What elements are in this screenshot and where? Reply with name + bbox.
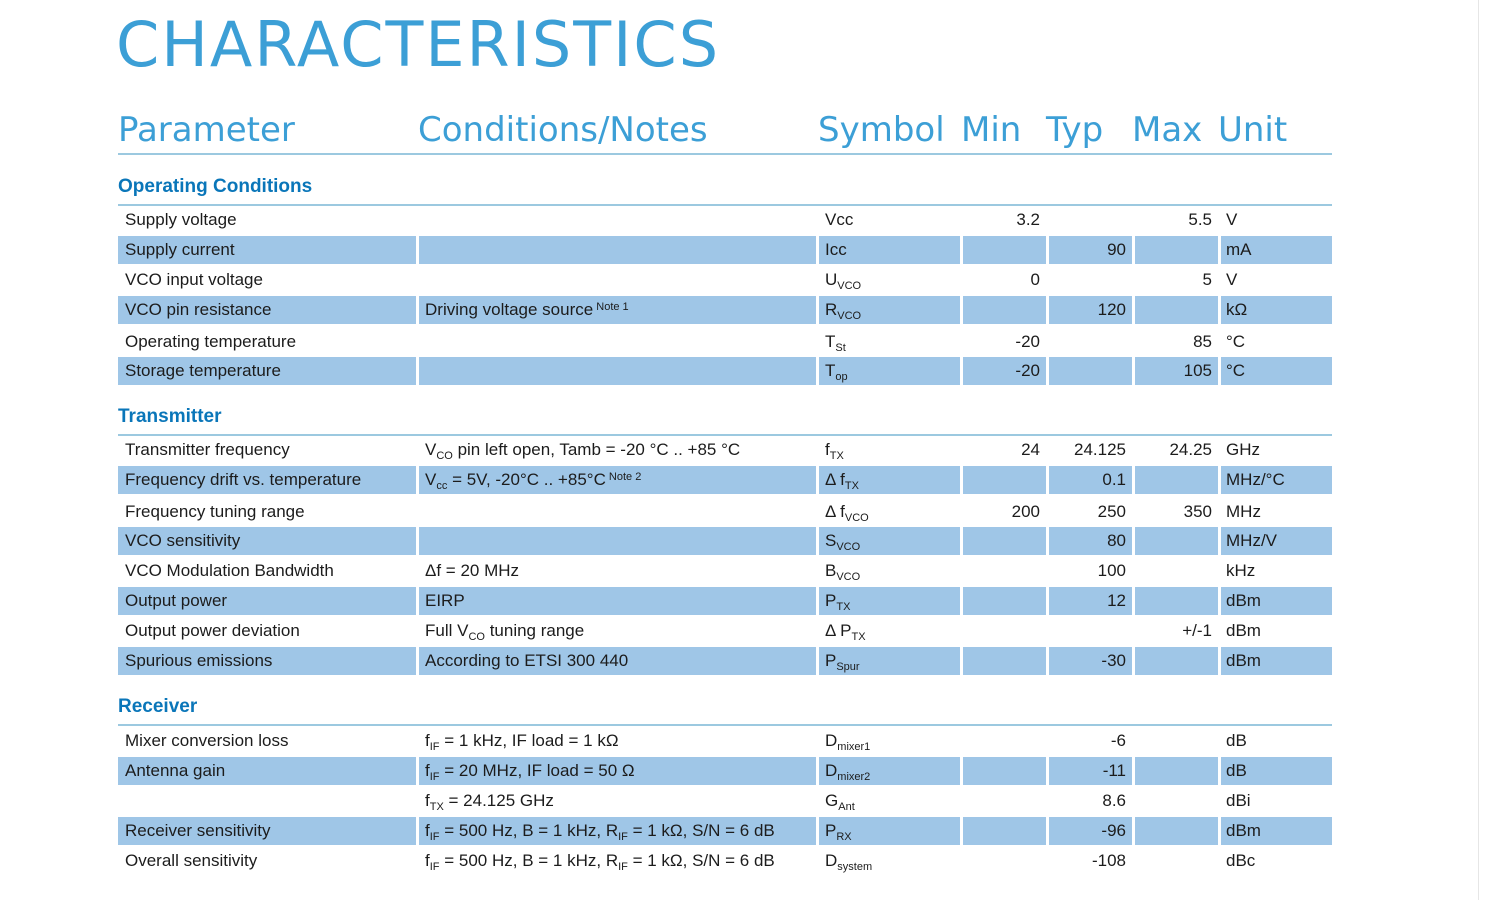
cell-typ: [1049, 206, 1132, 234]
cell-max: 350: [1183, 502, 1212, 521]
symbol-text: U: [825, 270, 838, 289]
cell-parameter: Output power deviation: [125, 621, 300, 640]
condition-subscript: IF: [618, 861, 628, 873]
table-row: [118, 847, 1332, 875]
cell-typ: 8.6: [1102, 791, 1126, 810]
cell-max: [1135, 757, 1218, 785]
cell-parameter: VCO input voltage: [125, 270, 263, 289]
table-row: [118, 206, 1332, 234]
symbol-text: P: [825, 591, 837, 610]
table-row: [118, 817, 1332, 845]
cell-conditions: [419, 527, 816, 555]
cell-parameter: Supply current: [118, 236, 416, 264]
cell-typ: 80: [1049, 527, 1132, 555]
cell-symbol: [819, 236, 960, 264]
symbol-subscript: Ant: [838, 801, 855, 813]
cell-unit: mA: [1221, 236, 1332, 264]
condition-subscript: IF: [618, 831, 628, 843]
cell-symbol: [819, 847, 960, 875]
symbol-subscript: Spur: [836, 661, 860, 673]
condition-text: = 24.125 GHz: [443, 791, 554, 810]
page-title: CHARACTERISTICS: [116, 8, 721, 81]
condition-subscript: IF: [429, 831, 440, 843]
cell-min: [963, 587, 1046, 615]
condition-text: = 1 kΩ, S/N = 6 dB: [627, 851, 775, 870]
cell-symbol: [819, 557, 960, 585]
cell-typ: 90: [1049, 236, 1132, 264]
cell-conditions: [419, 617, 816, 645]
symbol-subscript: St: [835, 342, 846, 354]
condition-text: = 20 MHz, IF load = 50 Ω: [439, 761, 635, 780]
table-row: [118, 587, 1332, 615]
symbol-subscript: TX: [829, 450, 844, 462]
cell-unit: kΩ: [1221, 296, 1332, 324]
cell-symbol: [819, 328, 960, 356]
cell-unit: MHz/°C: [1221, 466, 1332, 494]
cell-typ: [1049, 266, 1132, 294]
cell-max: [1135, 787, 1218, 815]
cell-max: 5.5: [1188, 210, 1212, 229]
header-symbol: Symbol: [818, 110, 945, 150]
condition-prefix: V: [425, 470, 437, 489]
symbol-text: D: [825, 761, 838, 780]
cell-min: 0: [1030, 270, 1040, 289]
cell-symbol: [819, 466, 960, 494]
symbol-subscript: op: [835, 371, 848, 383]
symbol-text: T: [825, 361, 836, 380]
symbol-text: R: [825, 300, 838, 319]
cell-conditions: [419, 266, 816, 294]
symbol-subscript: TX: [836, 601, 851, 613]
cell-symbol: [819, 727, 960, 755]
cell-unit: °C: [1226, 332, 1246, 351]
condition-text: tuning range: [484, 621, 585, 640]
cell-min: -20: [963, 357, 1046, 385]
table-row: [118, 617, 1332, 645]
table-row: [118, 647, 1332, 675]
condition-subscript: IF: [429, 861, 440, 873]
table-row: [118, 328, 1332, 356]
symbol-subscript: VCO: [837, 280, 862, 292]
header-min: Min: [961, 110, 1022, 150]
symbol-text: Vcc: [825, 210, 854, 229]
cell-parameter: Spurious emissions: [118, 647, 416, 675]
symbol-text: B: [825, 561, 837, 580]
cell-symbol: [819, 787, 960, 815]
cell-max: [1135, 587, 1218, 615]
condition-subscript: CO: [468, 631, 485, 643]
section-divider: [118, 724, 1332, 726]
cell-min: 24: [1021, 440, 1040, 459]
cell-typ: 12: [1049, 587, 1132, 615]
cell-max: [1135, 557, 1218, 585]
cell-min: -20: [1015, 332, 1040, 351]
condition-text: = 1 kΩ, S/N = 6 dB: [627, 821, 775, 840]
cell-unit: V: [1226, 270, 1238, 289]
condition-subscript: IF: [429, 741, 440, 753]
condition-text: pin left open, Tamb = -20 °C .. +85 °C: [452, 440, 741, 459]
cell-max: [1135, 847, 1218, 875]
symbol-text: Icc: [825, 240, 847, 259]
cell-unit: dB: [1221, 757, 1332, 785]
symbol-subscript: mixer2: [837, 771, 871, 783]
cell-max: [1135, 236, 1218, 264]
cell-typ: -96: [1049, 817, 1132, 845]
cell-typ: [1049, 328, 1132, 356]
symbol-text: D: [825, 851, 838, 870]
condition-text: = 1 kHz, IF load = 1 kΩ: [439, 731, 619, 750]
symbol-subscript: system: [837, 861, 873, 873]
cell-parameter: Output power: [118, 587, 416, 615]
cell-max: [1135, 647, 1218, 675]
cell-conditions: [419, 328, 816, 356]
condition-prefix: f: [425, 821, 430, 840]
table-row: [118, 757, 1332, 785]
cell-min: [963, 557, 1046, 585]
section-title: Receiver: [118, 696, 198, 717]
cell-unit: dBm: [1221, 817, 1332, 845]
condition-prefix: f: [425, 851, 430, 870]
cell-parameter: Frequency tuning range: [125, 502, 305, 521]
table-row: [118, 236, 1332, 264]
cell-symbol: [819, 436, 960, 464]
condition-subscript: TX: [429, 801, 444, 813]
cell-unit: °C: [1221, 357, 1332, 385]
symbol-text: P: [825, 821, 837, 840]
cell-symbol: [819, 757, 960, 785]
cell-parameter: Frequency drift vs. temperature: [118, 466, 416, 494]
symbol-subscript: TX: [844, 480, 859, 492]
cell-typ: [1049, 357, 1132, 385]
symbol-text: Δ f: [825, 470, 845, 489]
cell-max: 105: [1135, 357, 1218, 385]
cell-max: 24.25: [1169, 440, 1212, 459]
cell-typ: -6: [1110, 731, 1126, 750]
condition-text: According to ETSI 300 440: [425, 651, 629, 670]
cell-conditions: [419, 647, 816, 675]
cell-conditions: [419, 436, 816, 464]
cell-max: [1135, 527, 1218, 555]
cell-min: [963, 527, 1046, 555]
symbol-subscript: VCO: [837, 310, 862, 322]
symbol-text: Δ P: [825, 621, 852, 640]
cell-max: +/-1: [1182, 621, 1212, 640]
symbol-text: G: [825, 791, 839, 810]
cell-conditions: [419, 498, 816, 526]
cell-typ: 100: [1097, 561, 1126, 580]
cell-min: 200: [1011, 502, 1040, 521]
cell-symbol: [819, 817, 960, 845]
section-title: Transmitter: [118, 406, 222, 427]
cell-conditions: [419, 206, 816, 234]
cell-max: [1135, 727, 1218, 755]
header-divider: [118, 153, 1332, 155]
header-typ: Typ: [1046, 110, 1104, 150]
cell-conditions: [419, 817, 816, 845]
cell-parameter: [118, 787, 416, 815]
cell-parameter: Receiver sensitivity: [118, 817, 416, 845]
cell-max: 5: [1202, 270, 1212, 289]
symbol-subscript: VCO: [836, 541, 861, 553]
table-row: [118, 466, 1332, 494]
cell-typ: 120: [1049, 296, 1132, 324]
cell-conditions: [419, 847, 816, 875]
cell-max: [1135, 296, 1218, 324]
cell-symbol: [819, 266, 960, 294]
symbol-subscript: VCO: [836, 571, 861, 583]
table-row: [118, 357, 1332, 385]
table-row: [118, 727, 1332, 755]
cell-unit: GHz: [1226, 440, 1260, 459]
symbol-text: S: [825, 531, 837, 550]
table-row: [118, 787, 1332, 815]
condition-text: Δf = 20 MHz: [425, 561, 520, 580]
cell-unit: MHz/V: [1221, 527, 1332, 555]
header-max: Max: [1132, 110, 1203, 150]
cell-symbol: [819, 617, 960, 645]
symbol-subscript: TX: [851, 631, 866, 643]
cell-unit: dBm: [1226, 621, 1261, 640]
symbol-text: P: [825, 651, 837, 670]
cell-conditions: [419, 296, 816, 324]
cell-symbol: [819, 647, 960, 675]
cell-unit: dBc: [1226, 851, 1256, 870]
header-conditions: Conditions/Notes: [418, 110, 708, 150]
cell-unit: dBm: [1221, 587, 1332, 615]
condition-text: Driving voltage source: [425, 300, 594, 319]
cell-parameter: Storage temperature: [118, 357, 416, 385]
cell-min: [963, 727, 1046, 755]
header-unit: Unit: [1218, 110, 1288, 150]
symbol-text: T: [825, 332, 836, 351]
header-parameter: Parameter: [118, 110, 295, 150]
cell-conditions: [419, 557, 816, 585]
cell-symbol: [819, 357, 960, 385]
condition-text: = 500 Hz, B = 1 kHz, R: [439, 821, 619, 840]
symbol-text: D: [825, 731, 838, 750]
cell-min: [963, 757, 1046, 785]
symbol-text: f: [825, 440, 830, 459]
table-row: [118, 436, 1332, 464]
table-row: [118, 557, 1332, 585]
cell-unit: kHz: [1226, 561, 1256, 580]
cell-unit: V: [1226, 210, 1238, 229]
cell-max: [1135, 466, 1218, 494]
cell-symbol: [819, 587, 960, 615]
condition-prefix: V: [425, 440, 437, 459]
cell-conditions: [419, 727, 816, 755]
cell-conditions: [419, 357, 816, 385]
cell-min: [963, 617, 1046, 645]
cell-unit: dB: [1226, 731, 1247, 750]
cell-parameter: Operating temperature: [125, 332, 297, 351]
condition-prefix: f: [425, 791, 430, 810]
cell-typ: 250: [1097, 502, 1126, 521]
cell-min: [963, 647, 1046, 675]
cell-max: [1135, 817, 1218, 845]
symbol-text: Δ f: [825, 502, 845, 521]
cell-unit: dBi: [1226, 791, 1251, 810]
cell-symbol: [819, 527, 960, 555]
cell-parameter: Supply voltage: [125, 210, 237, 229]
cell-symbol: [819, 296, 960, 324]
cell-min: [963, 787, 1046, 815]
section-title: Operating Conditions: [118, 176, 313, 197]
cell-conditions: [419, 787, 816, 815]
cell-max: 85: [1193, 332, 1212, 351]
cell-parameter: VCO Modulation Bandwidth: [125, 561, 334, 580]
condition-subscript: CO: [436, 450, 453, 462]
cell-conditions: [419, 236, 816, 264]
table-row: [118, 498, 1332, 526]
cell-typ: 24.125: [1074, 440, 1126, 459]
cell-conditions: [419, 587, 816, 615]
cell-conditions: [419, 757, 816, 785]
cell-min: [963, 847, 1046, 875]
symbol-subscript: mixer1: [837, 741, 871, 753]
cell-min: 3.2: [1016, 210, 1040, 229]
condition-note: Note 2: [605, 471, 642, 483]
condition-prefix: f: [425, 731, 430, 750]
table-row: [118, 527, 1332, 555]
symbol-subscript: RX: [836, 831, 852, 843]
cell-min: [963, 296, 1046, 324]
condition-prefix: f: [425, 761, 430, 780]
condition-subscript: cc: [436, 480, 448, 492]
cell-symbol: [819, 206, 960, 234]
condition-text: EIRP: [425, 591, 465, 610]
condition-note: Note 1: [593, 301, 629, 313]
cell-parameter: Transmitter frequency: [125, 440, 290, 459]
condition-text: = 5V, -20°C .. +85°C: [447, 470, 606, 489]
cell-typ: [1049, 617, 1132, 645]
cell-symbol: [819, 498, 960, 526]
cell-typ: 0.1: [1049, 466, 1132, 494]
condition-text: = 500 Hz, B = 1 kHz, R: [439, 851, 619, 870]
symbol-subscript: VCO: [844, 512, 869, 524]
cell-conditions: [419, 466, 816, 494]
cell-parameter: Overall sensitivity: [125, 851, 258, 870]
cell-parameter: Antenna gain: [118, 757, 416, 785]
table-row: [118, 296, 1332, 324]
cell-typ: -11: [1049, 757, 1132, 785]
cell-min: [963, 817, 1046, 845]
cell-min: [963, 466, 1046, 494]
cell-parameter: VCO sensitivity: [118, 527, 416, 555]
cell-min: [963, 236, 1046, 264]
cell-parameter: VCO pin resistance: [118, 296, 416, 324]
table-row: [118, 266, 1332, 294]
cell-parameter: Mixer conversion loss: [125, 731, 289, 750]
cell-typ: -108: [1091, 851, 1126, 870]
cell-unit: MHz: [1226, 502, 1261, 521]
page-edge-rule: [1478, 0, 1479, 900]
condition-prefix: Full V: [425, 621, 469, 640]
condition-subscript: IF: [429, 771, 440, 783]
cell-typ: -30: [1049, 647, 1132, 675]
cell-unit: dBm: [1221, 647, 1332, 675]
